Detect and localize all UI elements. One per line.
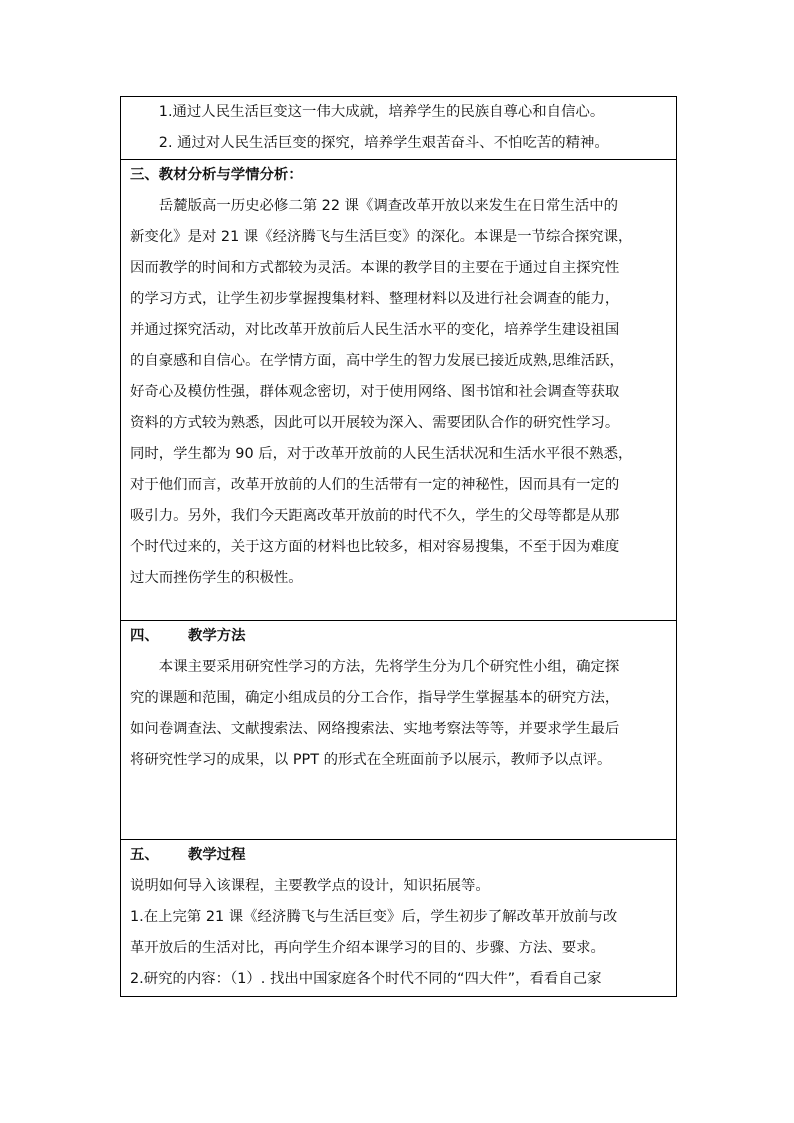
- process-heading: [130, 840, 666, 871]
- process-row: [121, 840, 677, 997]
- analysis-paragraph-line: 对于他们而言，改革开放前的人们的生活带有一定的神秘性，因而具有一定的: [130, 477, 620, 493]
- method-paragraph-line: 究的课题和范围，确定小组成员的分工合作，指导学生掌握基本的研究方法，: [130, 690, 620, 706]
- method-paragraph-line: 本课主要采用研究性学习的方法，先将学生分为几个研究性小组，确定探: [158, 659, 620, 675]
- process-paragraph-line: 2.研究的内容：（1）. 找出中国家庭各个时代不同的“四大件”，看看自己家: [130, 971, 602, 987]
- method-row: [121, 621, 677, 840]
- lesson-plan-table: [120, 96, 677, 997]
- analysis-paragraph-line: 因而教学的时间和方式都较为灵活。本课的教学目的主要在于通过自主探究性: [130, 260, 620, 276]
- analysis-paragraph-line: 同时，学生都为 90 后，对于改革开放前的人民生活状况和生活水平很不熟悉，: [130, 446, 633, 462]
- method-heading-text: 教学方法: [188, 628, 246, 644]
- method-paragraph-line: 如问卷调查法、文献搜索法、网络搜索法、实地考察法等等，并要求学生最后: [130, 721, 620, 737]
- method-heading-number: 四、: [130, 628, 159, 644]
- process-paragraph-line: 说明如何导入该课程，主要教学点的设计，知识拓展等。: [130, 878, 490, 894]
- analysis-paragraph-line: 新变化》是对 21 课《经济腾飞与生活巨变》的深化。本课是一节综合探究课，: [130, 229, 633, 245]
- method-paragraph-line: 将研究性学习的成果，以 PPT 的形式在全班面前予以展示，教师予以点评。: [130, 752, 612, 768]
- analysis-paragraph-line: 的学习方式，让学生初步掌握搜集材料、整理材料以及进行社会调查的能力，: [130, 291, 620, 307]
- goal-line-1: 1.通过人民生活巨变这一伟大成就，培养学生的民族自尊心和自信心。: [158, 104, 605, 120]
- analysis-paragraph-line: 资料的方式较为熟悉，因此可以开展较为深入、需要团队合作的研究性学习。: [130, 415, 620, 431]
- process-heading-number: 五、: [130, 847, 159, 863]
- process-paragraph-line: 1.在上完第 21 课《经济腾飞与生活巨变》后，学生初步了解改革开放前与改: [130, 909, 618, 925]
- process-heading-text: 教学过程: [188, 847, 246, 863]
- process-cell: [121, 840, 677, 997]
- goals-row: [121, 97, 677, 160]
- goal-line-2: 2. 通过对人民生活巨变的探究，培养学生艰苦奋斗、不怕吃苦的精神。: [158, 135, 609, 151]
- analysis-paragraph-line: 岳麓版高一历史必修二第 22 课《调查改革开放以来发生在日常生活中的: [158, 198, 618, 214]
- analysis-paragraph-line: 个时代过来的，关于这方面的材料也比较多，相对容易搜集，不至于因为难度: [130, 539, 620, 555]
- method-heading: [130, 621, 666, 652]
- analysis-heading: 三、教材分析与学情分析：: [130, 167, 303, 183]
- analysis-paragraph-line: 的自豪感和自信心。在学情方面，高中学生的智力发展已接近成熟,思维活跃，: [130, 353, 624, 369]
- analysis-paragraph-line: 过大而挫伤学生的积极性。: [130, 570, 303, 586]
- analysis-paragraph-line: 并通过探究活动，对比改革开放前后人民生活水平的变化，培养学生建设祖国: [130, 322, 620, 338]
- analysis-paragraph-line: 吸引力。另外，我们今天距离改革开放前的时代不久，学生的父母等都是从那: [130, 508, 620, 524]
- analysis-row: [121, 160, 677, 621]
- method-cell: [121, 621, 677, 840]
- analysis-cell: [121, 160, 677, 621]
- process-paragraph-line: 革开放后的生活对比，再向学生介绍本课学习的目的、步骤、方法、要求。: [130, 940, 605, 956]
- analysis-paragraph-line: 好奇心及模仿性强，群体观念密切，对于使用网络、图书馆和社会调查等获取: [130, 384, 620, 400]
- goals-cell: [121, 97, 677, 160]
